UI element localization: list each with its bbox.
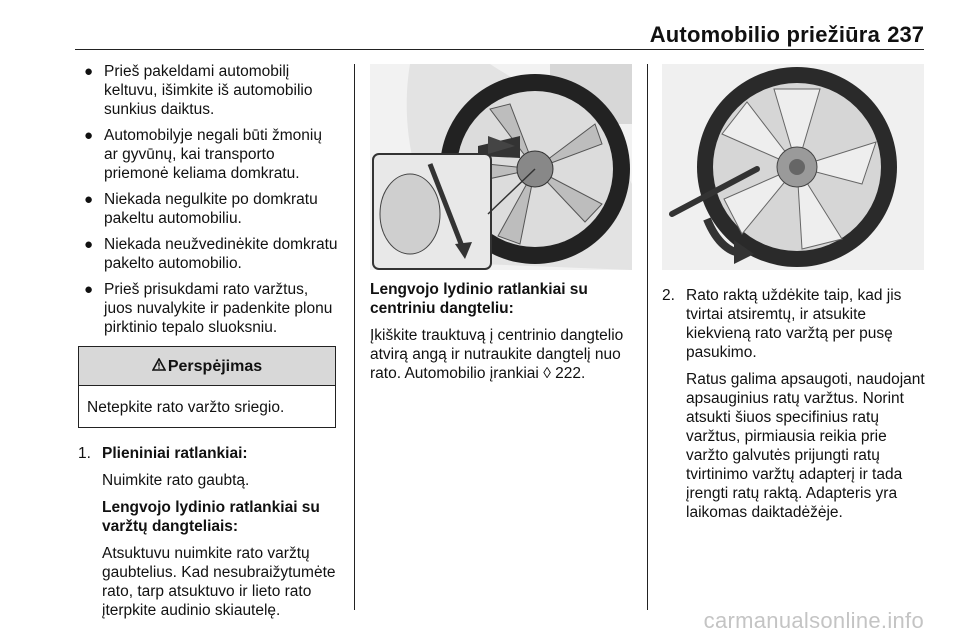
list-item: ● Prieš prisukdami rato varžtus, juos nuvalykite ir padenkite plonu pirktinio tepalo sluoksniu. xyxy=(84,281,333,336)
column-divider xyxy=(647,64,648,610)
illustration-wheel-cap-removal xyxy=(370,64,632,270)
caption-heading: Lengvojo lydinio ratlankiai su centriniu dangteliu: xyxy=(370,281,588,317)
figure-caption xyxy=(370,280,634,383)
header-rule xyxy=(75,49,924,50)
step-heading: Plieniniai ratlankiai: xyxy=(102,445,248,462)
bullet-list xyxy=(78,62,340,337)
column-left xyxy=(78,62,340,628)
page-number: 237 xyxy=(887,22,924,47)
warning-triangle-icon xyxy=(152,357,166,376)
warning-text: Netepkite rato varžto sriegio. xyxy=(87,399,285,416)
page-reference-icon: ◊ xyxy=(543,365,551,382)
list-item: ● Prieš pakeldami automobilį keltuvu, išimkite iš automobilio sunkius daiktus. xyxy=(84,63,313,118)
page-header xyxy=(0,0,960,50)
section-title: Automobilio priežiūra xyxy=(649,22,880,47)
illustration-wheel-wrench xyxy=(662,64,924,270)
step-1: 1. Plieniniai ratlankiai: Nuimkite rato gaubtą. Lengvojo lydinio ratlankiai su varžtų dangteliais: Atsuktuvu nuimkite rato varžtų gaubtelius. Kad nesubraižytumėte rato, tarp atsuktuvo ir lieto rato įterpkite audinio skiautelę. xyxy=(78,444,340,620)
watermark: carmanualsonline.info xyxy=(703,608,924,633)
list-item: ● Niekada negulkite po domkratu pakeltu automobiliu. xyxy=(84,191,318,227)
warning-box xyxy=(78,346,336,428)
column-middle xyxy=(370,62,634,391)
step-subheading: Lengvojo lydinio ratlankiai su varžtų dangteliais: xyxy=(102,499,320,535)
caption-text: Įkiškite trauktuvą į centrinio dangtelio atvirą angą ir nutraukite dangtelį nuo rato. Automobilio įrankiai ◊ 222. xyxy=(370,327,624,382)
column-divider xyxy=(354,64,355,610)
list-item: ● Niekada neužvedinėkite domkratu pakelto automobilio. xyxy=(84,236,338,272)
list-item: ● Automobilyje negali būti žmonių ar gyvūnų, kai transporto priemonė keliama domkratu. xyxy=(84,127,322,182)
column-right xyxy=(662,62,926,530)
step-2: 2. Rato raktą uždėkite taip, kad jis tvirtai atsiremtų, ir atsukite kiekvieną rato varžtą per pusę pasukimo. Ratus galima apsaugoti, naudojant apsauginius ratų varžtus. Norint atsukti šiuos specifinius ratų varžtus, pirmiausia reikia prie varžto galvutės prijungti ratų tvirtinimo varžtų adapterį ir tada įrengti ratų raktą. Adapteris yra laikomas daiktadėžėje. xyxy=(662,287,925,521)
warning-title: Perspėjimas xyxy=(167,357,263,375)
